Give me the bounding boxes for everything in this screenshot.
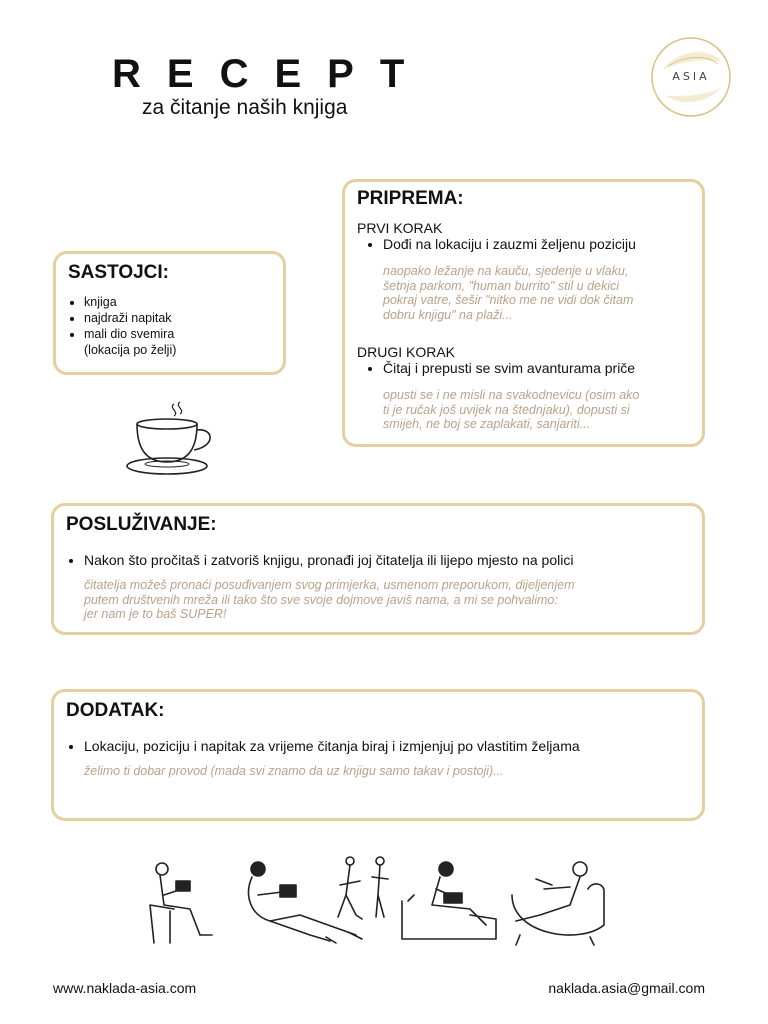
step1-note: dobru knjigu" na plaži...	[383, 307, 513, 322]
footer-website[interactable]: www.naklada-asia.com	[53, 980, 197, 996]
step2-note: opusti se i ne misli na svakodnevicu (osim ako	[383, 388, 640, 402]
preparation-title: PRIPREMA:	[357, 188, 464, 209]
step1-note: naopako ležanje na kauču, sjedenje u vlaku,	[383, 264, 629, 278]
step2-bullet: • Čitaj i prepusti se svim avanturama priče	[383, 360, 690, 376]
reader-sitting-icon	[150, 863, 212, 943]
serving-note: putem društvenih mreža ili tako što sve svoje dojmove javiš nama, a mi se pohvalimo:	[84, 592, 558, 607]
reader-armchair-icon	[512, 862, 604, 945]
logo-text: ASIA	[672, 70, 710, 83]
addition-title: DODATAK:	[66, 700, 165, 721]
footer-email[interactable]: naklada.asia@gmail.com	[548, 980, 705, 996]
list-item: • mali dio svemira	[84, 326, 271, 342]
list-item: • najdraži napitak	[84, 310, 271, 326]
step2-note: ti je ručak još uvijek na štednjaku), dopusti si	[383, 402, 630, 417]
list-item: • knjiga	[84, 294, 271, 310]
step2-label: DRUGI KORAK	[357, 344, 456, 360]
reader-illustrations	[140, 855, 610, 950]
preparation-card	[342, 179, 705, 447]
serving-note: čitatelja možeš pronaći posuđivanjem svog primjerka, usmenom preporukom, dijeljenjem	[84, 578, 575, 592]
serving-bullet: • Nakon što pročitaš i zatvoriš knjigu, pronađi joj čitatelja ili lijepo mjesto na polici	[84, 552, 690, 568]
step2-note: smijeh, ne boj se zaplakati, sanjariti...	[383, 417, 591, 431]
addition-note: želimo ti dobar provod (mada svi znamo da uz knjigu samo takav i postoji)...	[84, 764, 504, 778]
step1-label: PRVI KORAK	[357, 220, 443, 236]
ingredients-title: SASTOJCI:	[68, 262, 170, 283]
ingredients-extra: (lokacija po želji)	[84, 343, 177, 357]
step1-bullet: • Dođi na lokaciju i zauzmi željenu poziciju	[383, 236, 690, 252]
asia-logo	[648, 36, 734, 118]
ingredients-card	[53, 251, 286, 375]
page-title: RECEPT	[112, 52, 431, 96]
coffee-cup-icon	[122, 400, 222, 482]
step1-note: pokraj vatre, šešir "nitko me ne vidi dok čitam	[383, 293, 634, 307]
walking-people-icon	[338, 857, 388, 919]
step1-note: šetnja parkom, "human burrito" stil u dekici	[383, 278, 620, 293]
serving-note: jer nam je to baš SUPER!	[84, 607, 227, 621]
reader-bench-icon	[402, 862, 496, 939]
reader-reclining-icon	[249, 862, 362, 943]
serving-title: POSLUŽIVANJE:	[66, 514, 217, 535]
addition-bullet: • Lokaciju, poziciju i napitak za vrijeme čitanja biraj i izmjenjuj po vlastitim željama	[84, 738, 690, 754]
serving-card	[51, 503, 705, 635]
addition-card	[51, 689, 705, 821]
page-subtitle: za čitanje naših knjiga	[142, 96, 348, 119]
